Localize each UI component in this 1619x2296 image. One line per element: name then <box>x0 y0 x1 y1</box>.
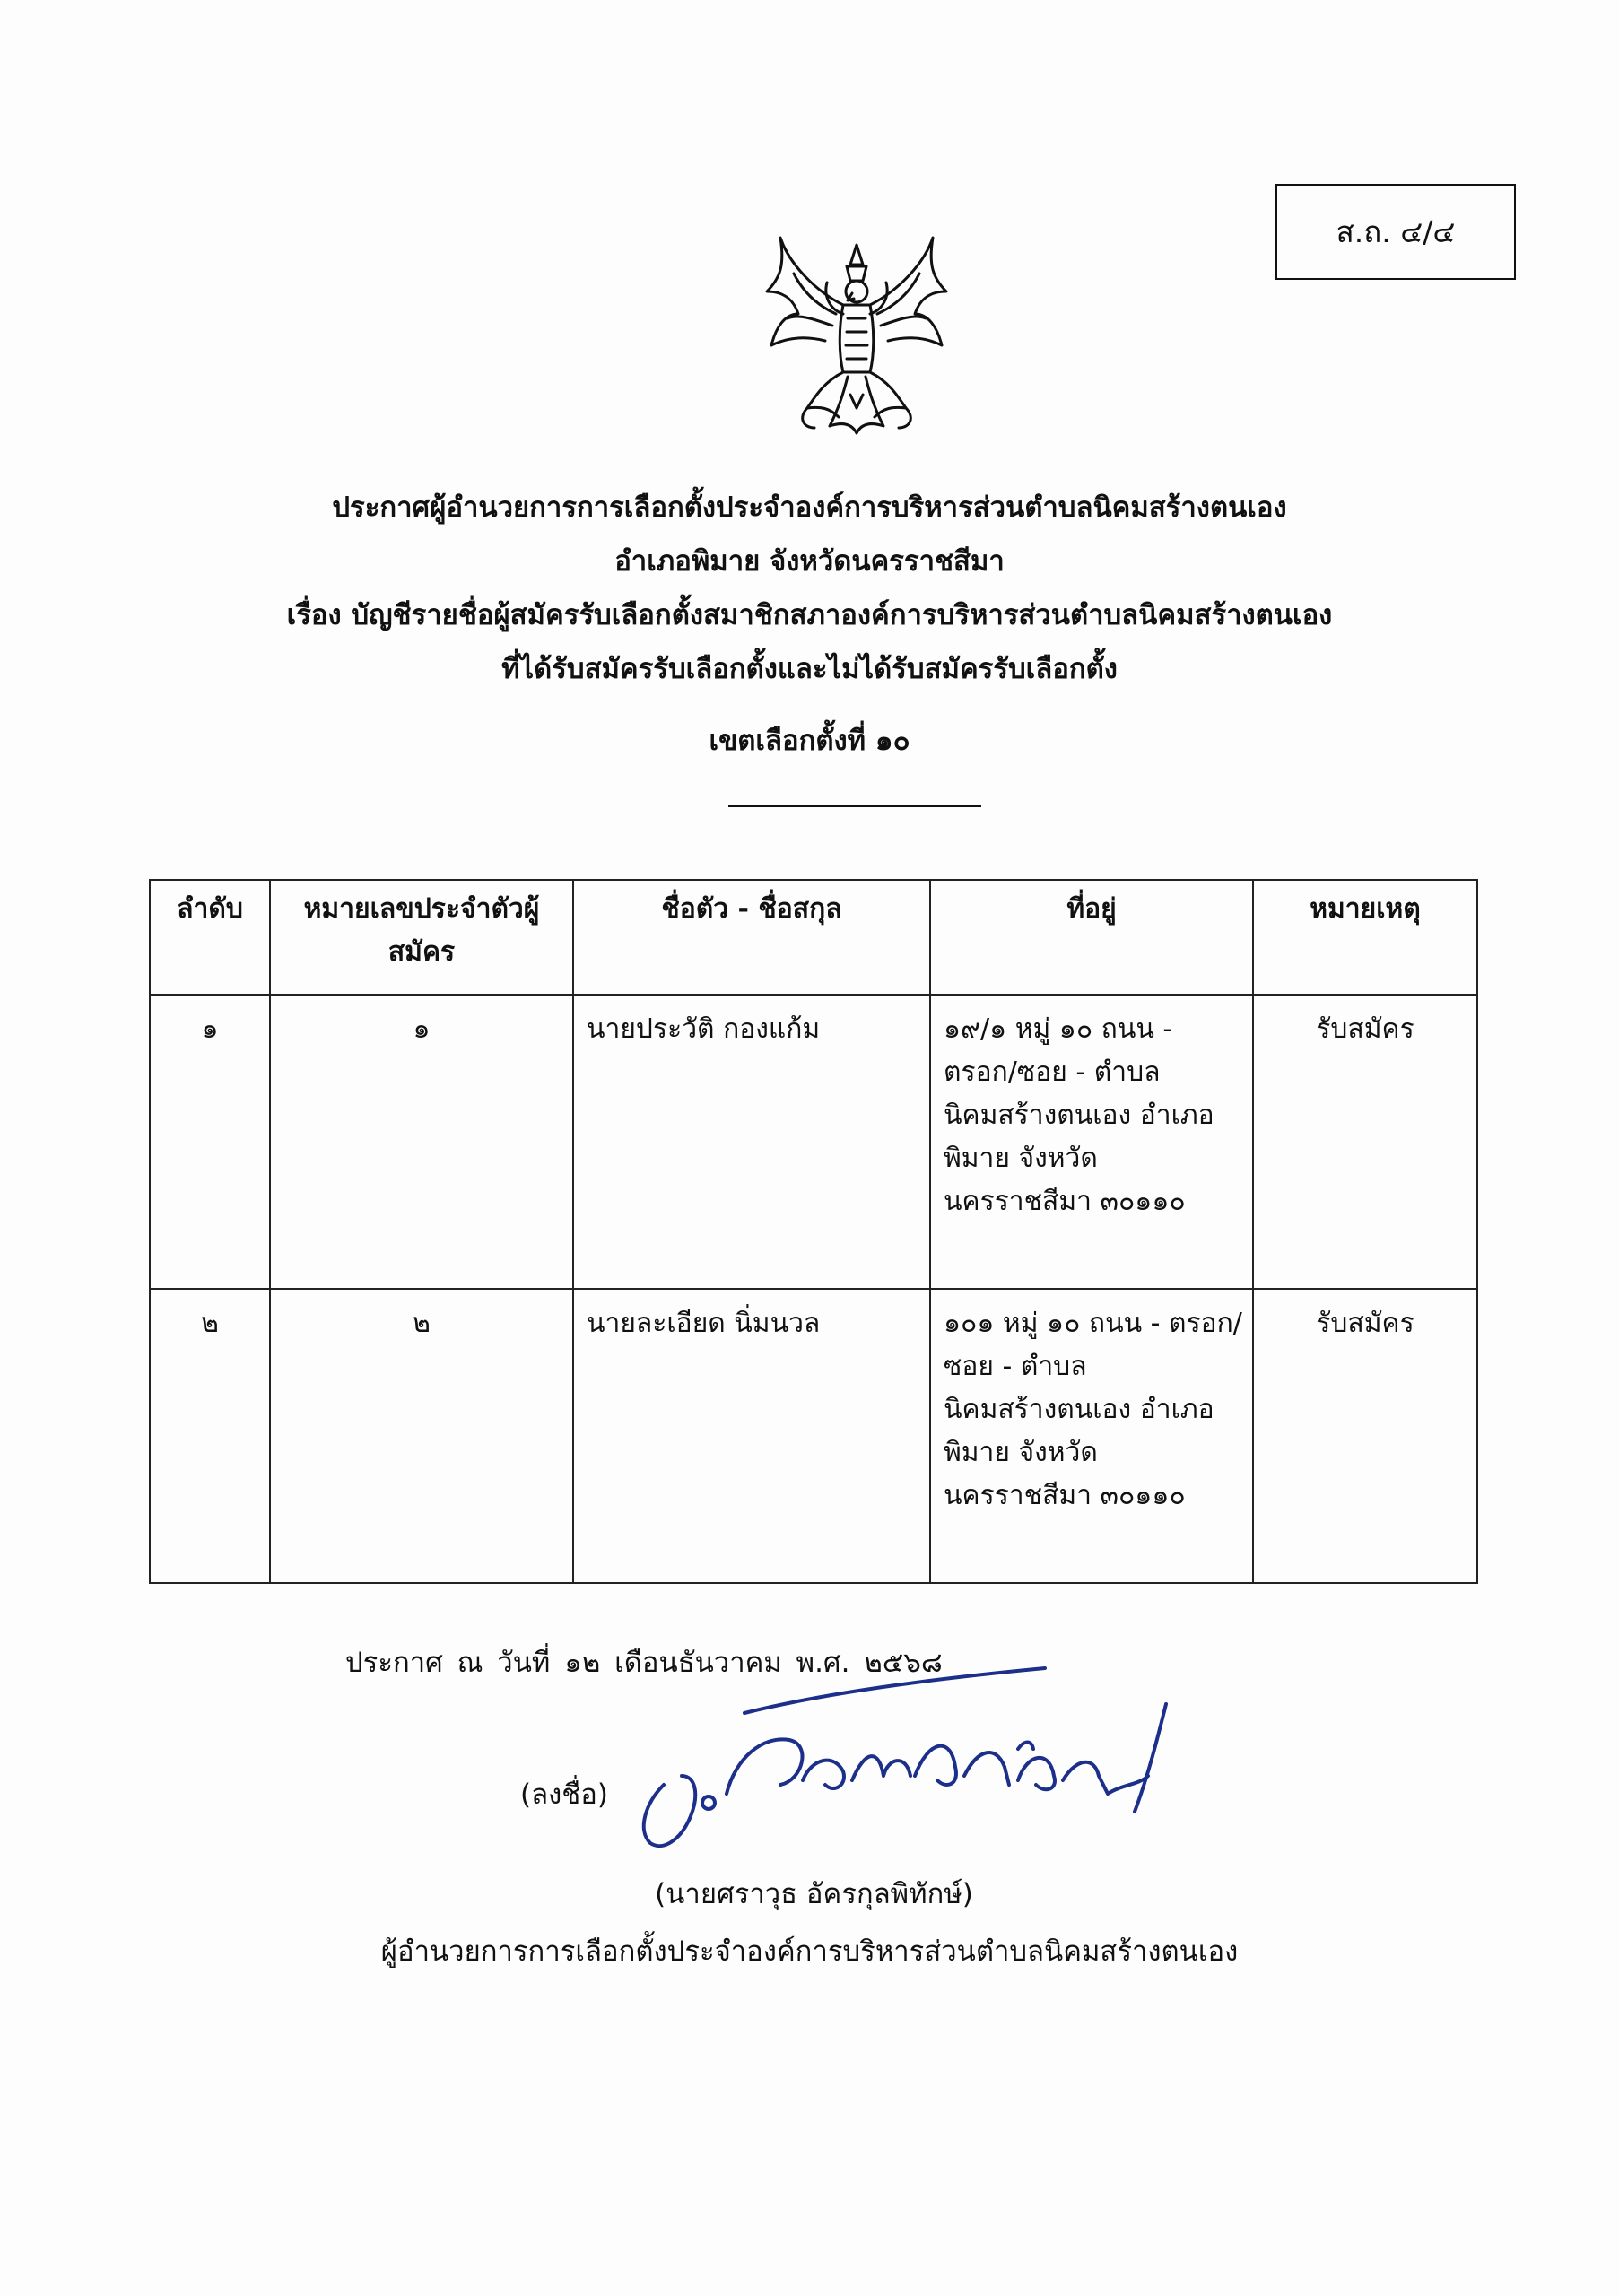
column-header-name: ชื่อตัว - ชื่อสกุล <box>573 880 930 995</box>
form-code: ส.ถ. ๔/๔ <box>1336 214 1456 249</box>
garuda-emblem-icon <box>753 229 960 439</box>
cell-address: ๑๐๑ หมู่ ๑๐ ถนน - ตรอก/ซอย - ตำบลนิคมสร้างตนเอง อำเภอพิมาย จังหวัดนครราชสีมา ๓๐๑๑๐ <box>930 1289 1253 1583</box>
cell-address: ๑๙/๑ หมู่ ๑๐ ถนน - ตรอก/ซอย - ตำบลนิคมสร้างตนเอง อำเภอพิมาย จังหวัดนครราชสีมา ๓๐๑๑๐ <box>930 995 1253 1289</box>
cell-order: ๒ <box>150 1289 270 1583</box>
cell-remark: รับสมัคร <box>1253 1289 1477 1583</box>
cell-order: ๑ <box>150 995 270 1289</box>
signer-title: ผู้อำนวยการการเลือกตั้งประจำองค์การบริหารส่วนตำบลนิคมสร้างตนเอง <box>380 1935 1239 1968</box>
column-header-candidate-no: หมายเลขประจำตัวผู้สมัคร <box>270 880 573 995</box>
sign-label: (ลงชื่อ) <box>520 1779 608 1811</box>
heading-line-2: อำเภอพิมาย จังหวัดนครราชสีมา <box>614 545 1005 578</box>
candidate-table <box>149 879 1478 1584</box>
heading-divider <box>728 805 981 807</box>
handwritten-signature <box>610 1650 1238 1866</box>
table-header-row <box>150 880 1477 995</box>
heading-line-1: ประกาศผู้อำนวยการการเลือกตั้งประจำองค์การบริหารส่วนตำบลนิคมสร้างตนเอง <box>332 491 1287 524</box>
heading-line-3: เรื่อง บัญชีรายชื่อผู้สมัครรับเลือกตั้งสมาชิกสภาองค์การบริหารส่วนตำบลนิคมสร้างตนเอง <box>286 599 1333 631</box>
form-code-box <box>1275 184 1516 280</box>
table-row <box>150 1289 1477 1583</box>
cell-name: นายละเอียด นิ่มนวล <box>573 1289 930 1583</box>
heading-line-4: ที่ได้รับสมัครรับเลือกตั้งและไม่ได้รับสมัครรับเลือกตั้ง <box>501 653 1118 685</box>
cell-remark: รับสมัคร <box>1253 995 1477 1289</box>
cell-candidate-no: ๑ <box>270 995 573 1289</box>
column-header-address: ที่อยู่ <box>930 880 1253 995</box>
signer-name: (นายศราวุธ อัครกุลพิทักษ์) <box>655 1878 973 1910</box>
cell-candidate-no: ๒ <box>270 1289 573 1583</box>
cell-name: นายประวัติ กองแก้ม <box>573 995 930 1289</box>
table-row <box>150 995 1477 1289</box>
column-header-order: ลำดับ <box>150 880 270 995</box>
column-header-remark: หมายเหตุ <box>1253 880 1477 995</box>
announcement-date: ประกาศ ณ วันที่ ๑๒ เดือนธันวาคม พ.ศ. ๒๕๖๘ <box>345 1647 943 1679</box>
heading-line-5: เขตเลือกตั้งที่ ๑๐ <box>709 725 910 757</box>
